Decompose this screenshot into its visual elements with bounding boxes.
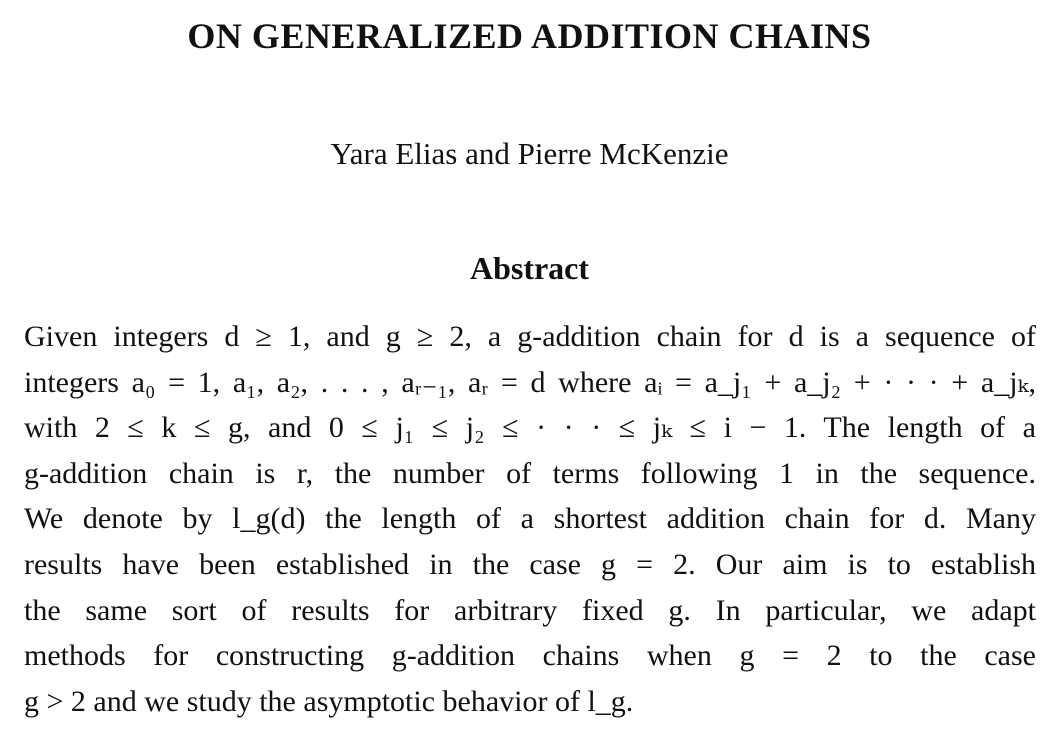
abstract-heading: Abstract bbox=[469, 250, 590, 286]
abstract-line-4: g-addition chain is r, the number of terms following 1 in the sequence. bbox=[24, 456, 1036, 490]
abstract-line-3: with 2 ≤ k ≤ g, and 0 ≤ j₁ ≤ j₂ ≤ · · · ≤ jₖ ≤ i − 1. The length of a bbox=[24, 411, 1036, 445]
abstract-line-1: Given integers d ≥ 1, and g ≥ 2, a g-addition chain for d is a sequence of bbox=[24, 320, 1036, 353]
abstract-body bbox=[24, 314, 1036, 724]
paper-title: ON GENERALIZED ADDITION CHAINS bbox=[187, 16, 872, 56]
abstract-line-6: results have been established in the case g = 2. Our aim is to establish bbox=[24, 547, 1036, 581]
abstract-line-9: g > 2 and we study the asymptotic behavior of l_g. bbox=[24, 684, 634, 718]
abstract-line-8: methods for constructing g-addition chains when g = 2 to the case bbox=[24, 639, 1036, 673]
abstract-line-2: integers a₀ = 1, a₁, a₂, . . . , aᵣ₋₁, aᵣ = d where aᵢ = a_j₁ + a_j₂ + · · · + a_jₖ, bbox=[24, 365, 1036, 399]
paper-authors: Yara Elias and Pierre McKenzie bbox=[330, 136, 729, 171]
abstract-line-5: We denote by l_g(d) the length of a shortest addition chain for d. Many bbox=[24, 502, 1036, 536]
abstract-line-7: the same sort of results for arbitrary fixed g. In particular, we adapt bbox=[24, 593, 1036, 627]
